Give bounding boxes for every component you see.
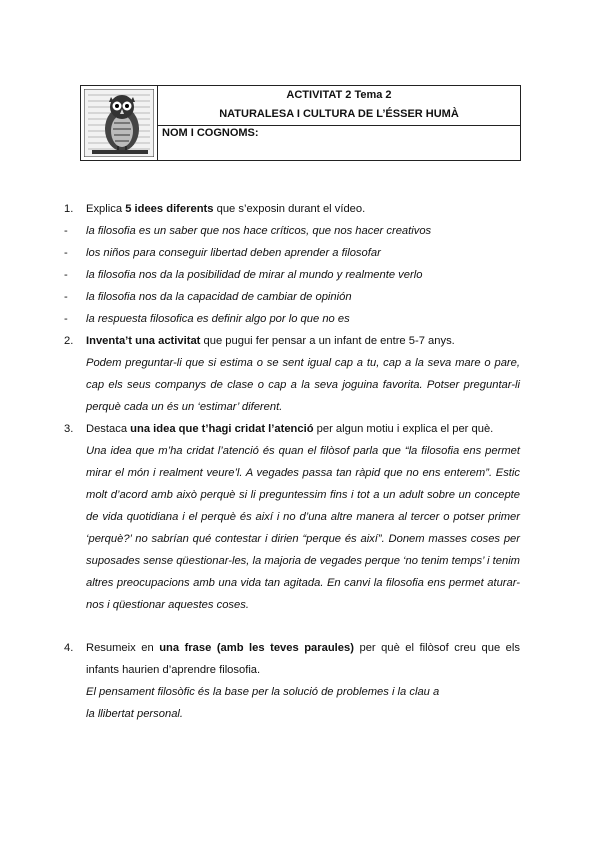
answer-4-line-1: El pensament filosòfic és la base per la solució de problemes i la clau a [86, 686, 440, 698]
question-text-pre: Resumeix en [86, 642, 160, 654]
question-text-bold: 5 idees diferents [125, 203, 214, 215]
question-text [86, 198, 520, 220]
question-3 [64, 418, 520, 440]
activity-title: ACTIVITAT 2 Tema 2 [286, 89, 392, 101]
idea-text: la filosofia es un saber que nos hace críticos, que nos hacer creativos [86, 225, 432, 237]
question-2 [64, 330, 520, 352]
list-item [64, 242, 520, 264]
question-text-post: que pugui fer pensar a un infant de entre 5-7 anys. [200, 335, 455, 347]
question-text-post: que s’exposin durant el vídeo. [213, 203, 366, 215]
question-text-bold: una frase (amb les teves paraules) [159, 642, 354, 654]
activity-subtitle: NATURALESA I CULTURA DE L’ÉSSER HUMÀ [219, 108, 459, 120]
question-text-bold: una idea que t’hagi cridat l’atenció [130, 423, 314, 435]
idea-text: la respuesta filosofica es definir algo por lo que no es [86, 313, 350, 325]
question-number: 1. [64, 203, 74, 215]
question-number: 3. [64, 423, 74, 435]
question-number: 2. [64, 335, 74, 347]
answer-3: Una idea que m’ha cridat l’atenció és quan el filòsof parla que “la filosofia ens permet mirar el món i realment veure’l. A vegades passa tan ràpid que no ens enterem”. Estic molt d’acord amb això perquè si li preguntessim fins i tot a un adult sobre un concepte de vida quotidiana i el perquè és així i no d’una altre manera al tercer o potser primer ‘perquè?’ no sabrían qué contestar i dirien “perque és així”. Donem masses coses per suposades sense qüestionar-les, la majoria de vegades perque ‘no tenim temps’ i tenim altres preocupacions amb una vida tan agitada. En canvi la filosofia ens permet aturar-nos i qüestionar aquestes coses. [86, 445, 520, 611]
header-table [80, 85, 521, 161]
question-text-post: per algun motiu i explica el per què. [313, 423, 494, 435]
question-text [86, 330, 520, 352]
answer-2: Podem preguntar-li que si estima o se sent igual cap a tu, cap a la seva mare o pare, cap els seus companys de clase o cap a la seva joguina favorita. Potser preguntar-li perquè cada un és un ‘estimar’ diferent. [86, 357, 520, 413]
list-item [64, 220, 520, 242]
dash-mark: - [64, 269, 68, 281]
idea-text: la filosofia nos da la capacidad de cambiar de opinión [86, 291, 352, 303]
dash-mark: - [64, 225, 68, 237]
dash-mark: - [64, 291, 68, 303]
idea-text: los niños para conseguir libertad deben aprender a filosofar [86, 247, 381, 259]
name-field [158, 126, 520, 160]
question-text [86, 637, 520, 681]
document-body [64, 198, 520, 725]
logo-cell [81, 86, 158, 160]
question-text-post: per què el filòsof creu que els infants haurien d’aprendre filosofia. [86, 642, 520, 676]
dash-mark: - [64, 313, 68, 325]
list-item [64, 308, 520, 330]
list-item [64, 286, 520, 308]
answer-4 [64, 681, 520, 725]
spacer [64, 616, 520, 637]
title-row [158, 86, 520, 126]
answer-4-line-2: la llibertat personal. [86, 708, 184, 720]
question-4 [64, 637, 520, 681]
owl-icon [84, 89, 154, 157]
idea-text: la filosofia nos da la posibilidad de mirar al mundo y realmente verlo [86, 269, 423, 281]
question-text-bold: Inventa’t una activitat [86, 335, 201, 347]
name-label: NOM I COGNOMS: [162, 127, 259, 139]
question-number: 4. [64, 642, 74, 654]
question-1 [64, 198, 520, 220]
question-text [86, 418, 520, 440]
question-text-pre: Explica [86, 203, 126, 215]
question-text-pre: Destaca [86, 423, 131, 435]
list-item [64, 264, 520, 286]
dash-mark: - [64, 247, 68, 259]
